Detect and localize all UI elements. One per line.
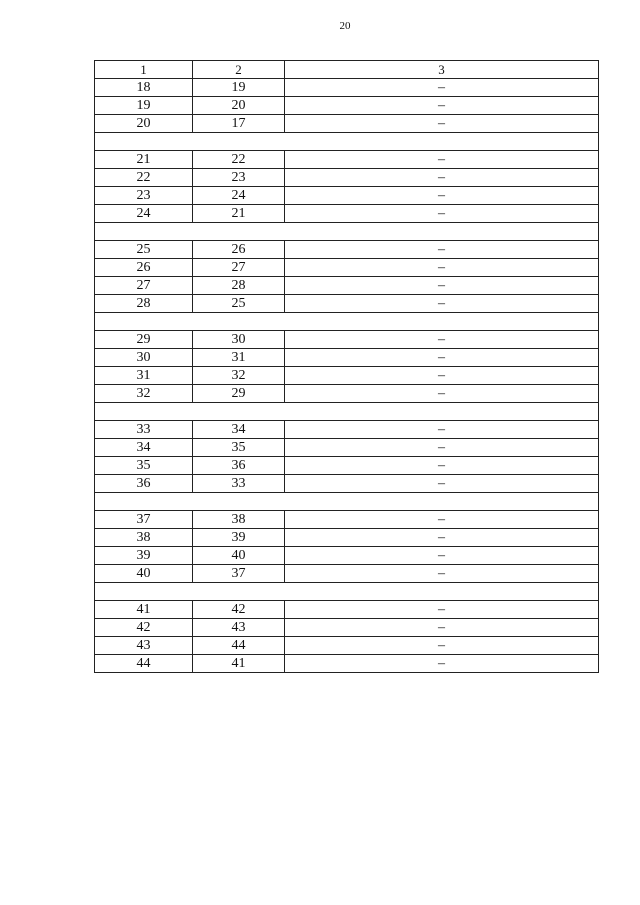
table-cell-col-3: – xyxy=(285,277,599,295)
table-cell-col-2: 31 xyxy=(193,349,285,367)
table-row xyxy=(95,475,599,493)
table-cell-col-3: – xyxy=(285,367,599,385)
group-separator-row xyxy=(95,403,599,421)
table-cell-col-2: 26 xyxy=(193,241,285,259)
table-row xyxy=(95,115,599,133)
table-cell-col-3: – xyxy=(285,169,599,187)
table-cell-col-3: – xyxy=(285,547,599,565)
table-cell-col-2: 37 xyxy=(193,565,285,583)
separator-cell xyxy=(95,583,599,601)
separator-cell xyxy=(95,313,599,331)
separator-cell xyxy=(95,403,599,421)
table-cell-col-1: 31 xyxy=(95,367,193,385)
table-cell-col-2: 30 xyxy=(193,331,285,349)
table-cell-col-1: 23 xyxy=(95,187,193,205)
table-cell-col-2: 44 xyxy=(193,637,285,655)
table-cell-col-3: – xyxy=(285,115,599,133)
table-cell-col-2: 32 xyxy=(193,367,285,385)
table-cell-col-1: 37 xyxy=(95,511,193,529)
page-number: 20 xyxy=(339,20,351,32)
table-cell-col-2: 19 xyxy=(193,79,285,97)
table-cell-col-2: 35 xyxy=(193,439,285,457)
group-separator-row xyxy=(95,133,599,151)
table-cell-col-2: 17 xyxy=(193,115,285,133)
table-row xyxy=(95,295,599,313)
table-row xyxy=(95,511,599,529)
table-cell-col-1: 28 xyxy=(95,295,193,313)
table-cell-col-3: – xyxy=(285,295,599,313)
table-cell-col-2: 34 xyxy=(193,421,285,439)
separator-cell xyxy=(95,493,599,511)
table-row xyxy=(95,601,599,619)
table-row xyxy=(95,259,599,277)
table-cell-col-2: 40 xyxy=(193,547,285,565)
table-row xyxy=(95,331,599,349)
table-cell-col-3: – xyxy=(285,511,599,529)
table-row xyxy=(95,565,599,583)
table-cell-col-2: 28 xyxy=(193,277,285,295)
table-cell-col-1: 40 xyxy=(95,565,193,583)
table-cell-col-1: 25 xyxy=(95,241,193,259)
data-table xyxy=(94,60,599,673)
table-cell-col-1: 20 xyxy=(95,115,193,133)
group-separator-row xyxy=(95,493,599,511)
table-cell-col-3: – xyxy=(285,187,599,205)
table-row xyxy=(95,637,599,655)
table-cell-col-3: – xyxy=(285,79,599,97)
table-cell-col-3: – xyxy=(285,457,599,475)
table-cell-col-3: – xyxy=(285,655,599,673)
table-cell-col-1: 27 xyxy=(95,277,193,295)
table-cell-col-2: 27 xyxy=(193,259,285,277)
table-row xyxy=(95,277,599,295)
table-cell-col-3: – xyxy=(285,241,599,259)
column-header-3: 3 xyxy=(285,61,599,79)
table-cell-col-1: 39 xyxy=(95,547,193,565)
table-cell-col-2: 43 xyxy=(193,619,285,637)
column-header-1: 1 xyxy=(95,61,193,79)
group-separator-row xyxy=(95,583,599,601)
table-cell-col-1: 38 xyxy=(95,529,193,547)
table-cell-col-2: 25 xyxy=(193,295,285,313)
column-header-2: 2 xyxy=(193,61,285,79)
table-cell-col-3: – xyxy=(285,259,599,277)
table-row xyxy=(95,241,599,259)
separator-cell xyxy=(95,223,599,241)
table-row xyxy=(95,529,599,547)
table-cell-col-2: 21 xyxy=(193,205,285,223)
table-header-row xyxy=(95,61,599,79)
table-cell-col-1: 36 xyxy=(95,475,193,493)
table-row xyxy=(95,547,599,565)
table-cell-col-1: 34 xyxy=(95,439,193,457)
table-cell-col-1: 19 xyxy=(95,97,193,115)
table-row xyxy=(95,187,599,205)
table-row xyxy=(95,205,599,223)
table-row xyxy=(95,385,599,403)
table-cell-col-3: – xyxy=(285,151,599,169)
table-row xyxy=(95,367,599,385)
table-row xyxy=(95,151,599,169)
table-cell-col-2: 42 xyxy=(193,601,285,619)
table-row xyxy=(95,421,599,439)
table-row xyxy=(95,349,599,367)
table-cell-col-2: 23 xyxy=(193,169,285,187)
table-cell-col-2: 36 xyxy=(193,457,285,475)
table-cell-col-2: 38 xyxy=(193,511,285,529)
table-cell-col-2: 39 xyxy=(193,529,285,547)
table-cell-col-3: – xyxy=(285,421,599,439)
table-cell-col-1: 44 xyxy=(95,655,193,673)
table-body xyxy=(95,61,599,673)
table-cell-col-3: – xyxy=(285,619,599,637)
table-cell-col-3: – xyxy=(285,349,599,367)
table-cell-col-1: 42 xyxy=(95,619,193,637)
table-cell-col-2: 22 xyxy=(193,151,285,169)
table-row xyxy=(95,457,599,475)
table-cell-col-3: – xyxy=(285,439,599,457)
table-cell-col-2: 41 xyxy=(193,655,285,673)
table-row xyxy=(95,97,599,115)
table-cell-col-1: 22 xyxy=(95,169,193,187)
group-separator-row xyxy=(95,313,599,331)
table-cell-col-1: 35 xyxy=(95,457,193,475)
table-cell-col-3: – xyxy=(285,97,599,115)
table-cell-col-2: 33 xyxy=(193,475,285,493)
table-cell-col-3: – xyxy=(285,205,599,223)
table-cell-col-1: 18 xyxy=(95,79,193,97)
table-cell-col-2: 29 xyxy=(193,385,285,403)
table-row xyxy=(95,439,599,457)
table-cell-col-1: 33 xyxy=(95,421,193,439)
table-row xyxy=(95,79,599,97)
table-cell-col-3: – xyxy=(285,529,599,547)
group-separator-row xyxy=(95,223,599,241)
table-cell-col-1: 30 xyxy=(95,349,193,367)
table-cell-col-3: – xyxy=(285,565,599,583)
table-row xyxy=(95,655,599,673)
table-cell-col-1: 41 xyxy=(95,601,193,619)
separator-cell xyxy=(95,133,599,151)
table-cell-col-3: – xyxy=(285,601,599,619)
table-cell-col-1: 43 xyxy=(95,637,193,655)
table-row xyxy=(95,169,599,187)
table-cell-col-2: 20 xyxy=(193,97,285,115)
table-cell-col-1: 32 xyxy=(95,385,193,403)
table-cell-col-2: 24 xyxy=(193,187,285,205)
table-cell-col-1: 29 xyxy=(95,331,193,349)
table-cell-col-1: 24 xyxy=(95,205,193,223)
table-cell-col-1: 26 xyxy=(95,259,193,277)
table-cell-col-3: – xyxy=(285,385,599,403)
table-cell-col-1: 21 xyxy=(95,151,193,169)
table-cell-col-3: – xyxy=(285,331,599,349)
table-row xyxy=(95,619,599,637)
table-cell-col-3: – xyxy=(285,475,599,493)
table-cell-col-3: – xyxy=(285,637,599,655)
